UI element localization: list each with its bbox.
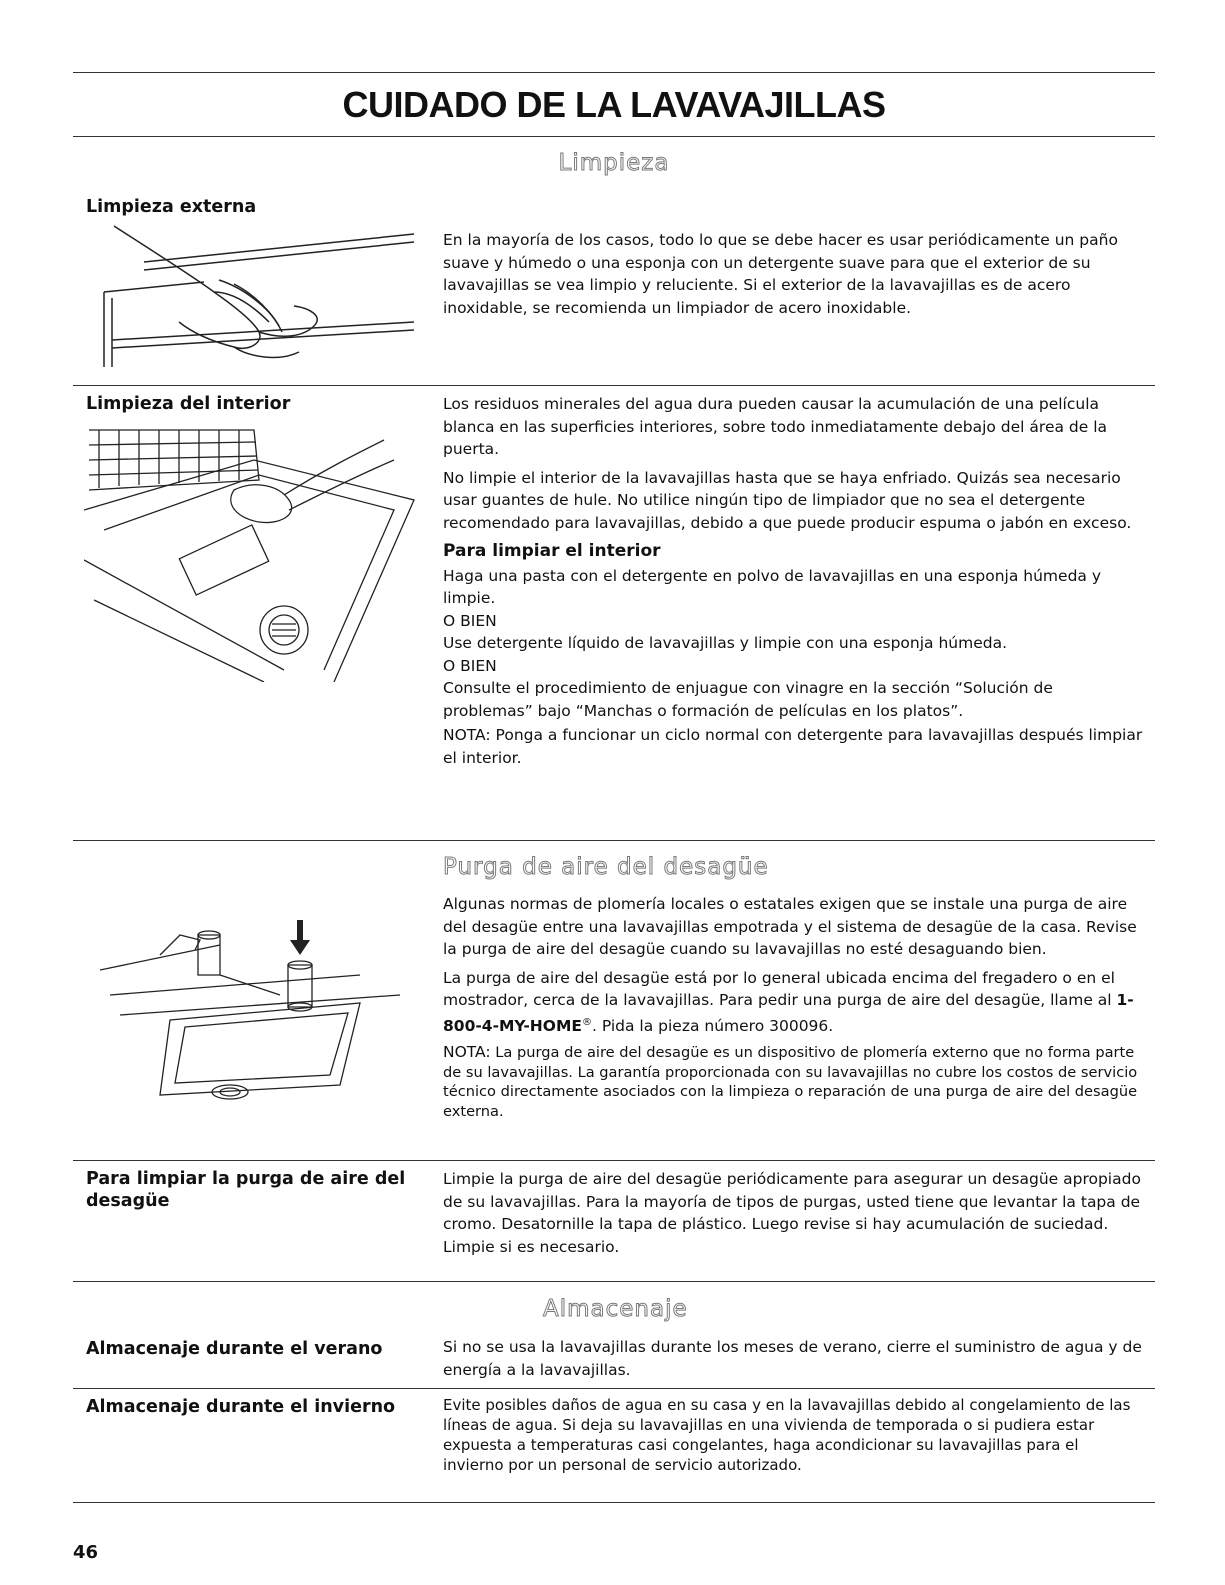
exterior-cleaning-illustration	[84, 222, 419, 372]
divider-purga-clean	[73, 1160, 1155, 1161]
paragraph-limpiar-purga: Limpie la purga de aire del desagüe periódicamente para asegurar un desagüe apropiado de su lavavajillas. Para la mayoría de tipos de purgas, usted tiene que levantar la tapa de cromo. Desatornille la tapa de plástico. Luego revise si hay acumulación de suciedad. Limpie si es necesario.	[443, 1170, 1141, 1256]
label-almacenaje-verano: Almacenaje durante el verano	[86, 1339, 383, 1359]
page-title: CUIDADO DE LA LAVAVAJILLAS	[342, 84, 886, 125]
top-rule	[73, 72, 1155, 73]
air-gap-illustration	[100, 915, 400, 1115]
label-almacenaje-invierno: Almacenaje durante el invierno	[86, 1397, 396, 1417]
bottom-rule	[73, 1502, 1155, 1503]
section-heading-almacenaje: Almacenaje	[543, 1296, 688, 1322]
note-interior	[443, 724, 1143, 769]
divider-externa-interior	[73, 385, 1155, 386]
paragraph-purga-2	[443, 967, 1143, 1038]
paragraph-interior-5: Consulte el procedimiento de enjuague con vinagre en la sección “Solución de problemas” bajo “Manchas o formación de películas en los platos”.	[443, 679, 1053, 720]
label-limpiar-purga: Para limpiar la purga de aire del desagüe	[86, 1169, 406, 1211]
label-limpieza-interior: Limpieza del interior	[86, 394, 291, 414]
text-almacenaje-verano	[443, 1336, 1143, 1387]
note-purga-text: La purga de aire del desagüe es un dispositivo de plomería externo que no forma parte de su lavavajillas. La garantía proporcionada con su lavavajillas no cubre los costos de servicio técnico directamente asociados con la limpieza o reparación de una purga de aire del desagüe externa.	[443, 1044, 1138, 1120]
section-heading-limpieza: Limpieza	[558, 150, 670, 176]
note-text: Ponga a funcionar un ciclo normal con detergente para lavavajillas después limpiar el interior.	[443, 726, 1143, 767]
or-separator-1: O BIEN	[443, 611, 497, 630]
registered-mark: ®	[581, 1016, 592, 1028]
text-limpiar-purga	[443, 1168, 1143, 1264]
phone-number: 1-800-4-MY-HOME	[443, 991, 1134, 1035]
paragraph-verano: Si no se usa la lavavajillas durante los meses de verano, cierre el suministro de agua y de energía a la lavavajillas.	[443, 1338, 1142, 1379]
divider-purga-almacenaje	[73, 1281, 1155, 1282]
paragraph-invierno: Evite posibles daños de agua en su casa y en la lavavajillas debido al congelamiento de las líneas de agua. Si deja su lavavajillas en una vivienda de temporada o si pudiera estar expuesta a temperaturas casi congelantes, haga acondicionar su lavavajillas para el invierno por un personal de servicio autorizado.	[443, 1396, 1131, 1474]
paragraph-purga-1: Algunas normas de plomería locales o estatales exigen que se instale una purga de aire del desagüe entre una lavavajillas empotrada y el sistema de desagüe de la casa. Revise la purga de aire del desagüe cuando su lavavajillas no esté desaguando bien.	[443, 895, 1137, 958]
title-rule	[73, 136, 1155, 137]
text-almacenaje-invierno	[443, 1395, 1143, 1481]
divider-limpieza-purga	[73, 840, 1155, 841]
note-purga	[443, 1043, 1143, 1121]
text-limpieza-interior	[443, 393, 1143, 775]
text-limpieza-externa	[443, 229, 1143, 325]
paragraph-interior-4: Use detergente líquido de lavavajillas y limpie con una esponja húmeda.	[443, 634, 1008, 652]
note-purga-label: NOTA:	[443, 1043, 491, 1062]
or-separator-2: O BIEN	[443, 656, 497, 675]
paragraph-purga-2-pre: La purga de aire del desagüe está por lo general ubicada encima del fregadero o en el mostrador, cerca de la lavavajillas. Para pedir una purga de aire del desagüe, llame al	[443, 968, 1117, 1009]
divider-verano-invierno	[73, 1388, 1155, 1389]
subheading-para-limpiar-interior: Para limpiar el interior	[443, 541, 661, 561]
paragraph-purga-2-post: . Pida la pieza número 300096.	[591, 1016, 834, 1035]
note-label: NOTA:	[443, 726, 491, 744]
paragraph-interior-3: Haga una pasta con el detergente en polvo de lavavajillas en una esponja húmeda y limpie.	[443, 566, 1102, 607]
text-purga	[443, 893, 1143, 1127]
page-number: 46	[73, 1542, 99, 1563]
label-limpieza-externa: Limpieza externa	[86, 197, 257, 217]
paragraph-externa: En la mayoría de los casos, todo lo que se debe hacer es usar periódicamente un paño suave y húmedo o una esponja con un detergente suave para que el exterior de su lavavajillas se vea limpio y reluciente. Si el exterior de la lavavajillas es de acero inoxidable, se recomienda un limpiador de acero inoxidable.	[443, 231, 1118, 317]
section-heading-purga: Purga de aire del desagüe	[443, 854, 769, 880]
paragraph-interior-2: No limpie el interior de la lavavajillas hasta que se haya enfriado. Quizás sea necesario usar guantes de hule. No utilice ningún tipo de limpiador que no sea el detergente recomendado para lavavajillas, debido a que puede producir espuma o jabón en exceso.	[443, 468, 1132, 532]
interior-cleaning-illustration	[84, 420, 424, 682]
paragraph-interior-1: Los residuos minerales del agua dura pueden causar la acumulación de una película blanca en las superficies interiores, sobre todo inmediatamente debajo del área de la puerta.	[443, 395, 1108, 458]
